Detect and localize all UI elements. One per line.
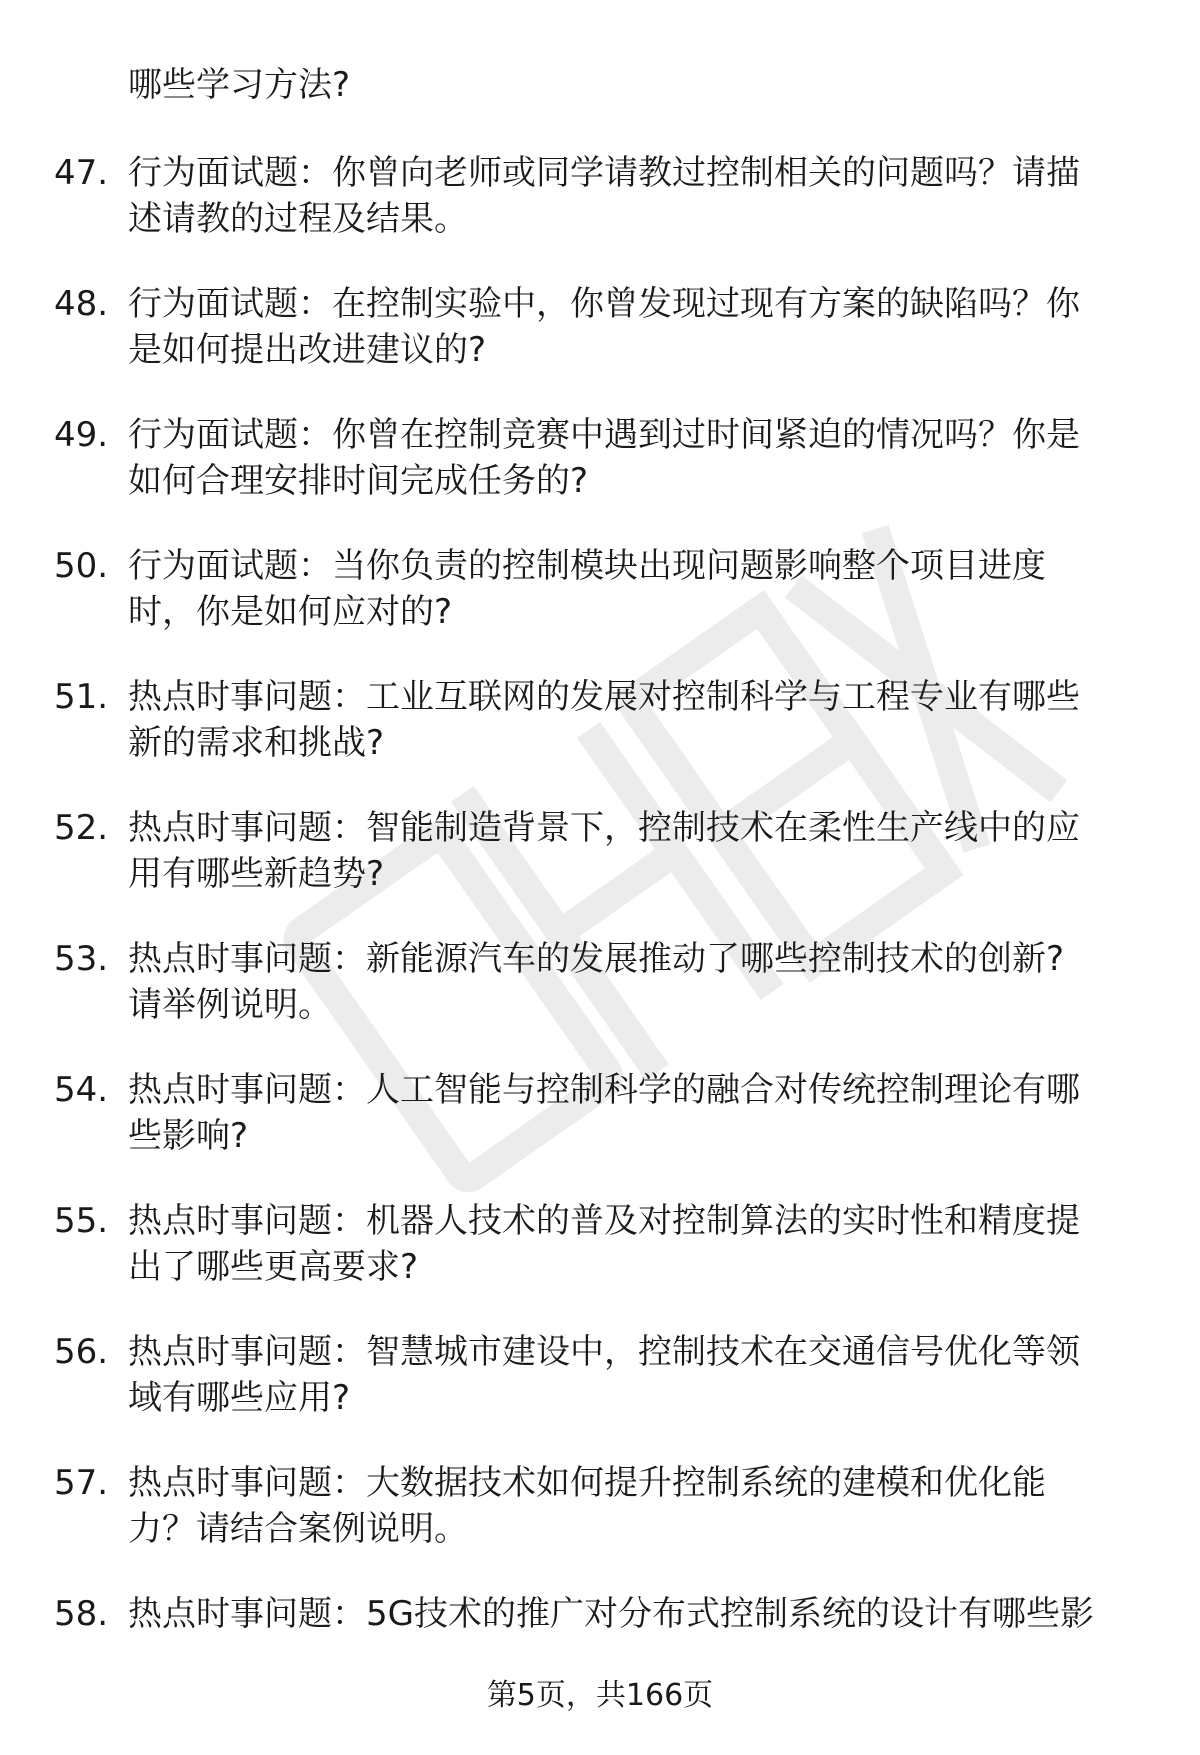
question-text-line: 热点时事问题：大数据技术如何提升控制系统的建模和优化能 xyxy=(128,1463,1046,1503)
question-item xyxy=(0,1067,1200,1198)
question-text-line: 行为面试题：你曾在控制竞赛中遇到过时间紧迫的情况吗？你是 xyxy=(128,415,1080,455)
question-number: 56. xyxy=(54,1332,109,1372)
question-text-line: 热点时事问题：智能制造背景下，控制技术在柔性生产线中的应 xyxy=(128,808,1080,848)
question-text xyxy=(128,674,1143,766)
question-number: 49. xyxy=(54,415,109,455)
question-text-line: 行为面试题：当你负责的控制模块出现问题影响整个项目进度 xyxy=(128,546,1046,586)
question-number: 47. xyxy=(54,153,109,193)
question-list xyxy=(0,150,1200,1722)
question-text-line: 热点时事问题：工业互联网的发展对控制科学与工程专业有哪些 xyxy=(128,677,1080,717)
question-text-line: 些影响? xyxy=(128,1116,249,1156)
question-text xyxy=(128,805,1143,897)
question-text xyxy=(128,1591,1143,1637)
question-number: 52. xyxy=(54,808,109,848)
question-item xyxy=(0,1329,1200,1460)
continuation-text: 哪些学习方法? xyxy=(128,65,351,105)
question-item xyxy=(0,805,1200,936)
question-item xyxy=(0,412,1200,543)
question-item xyxy=(0,1198,1200,1329)
question-text-line: 用有哪些新趋势? xyxy=(128,854,385,894)
question-text-line: 热点时事问题：机器人技术的普及对控制算法的实时性和精度提 xyxy=(128,1201,1080,1241)
question-text-line: 时，你是如何应对的? xyxy=(128,592,453,632)
question-text-line: 如何合理安排时间完成任务的? xyxy=(128,461,589,501)
question-text-line: 热点时事问题：人工智能与控制科学的融合对传统控制理论有哪 xyxy=(128,1070,1080,1110)
question-text xyxy=(128,936,1143,1028)
question-text-line: 热点时事问题：5G技术的推广对分布式控制系统的设计有哪些影 xyxy=(128,1594,1094,1634)
question-text-line: 热点时事问题：智慧城市建设中，控制技术在交通信号优化等领 xyxy=(128,1332,1080,1372)
question-text xyxy=(128,1067,1143,1159)
question-text-line: 行为面试题：在控制实验中，你曾发现过现有方案的缺陷吗？你 xyxy=(128,284,1080,324)
question-number: 55. xyxy=(54,1201,109,1241)
question-text xyxy=(128,1329,1143,1421)
question-item xyxy=(0,674,1200,805)
question-text xyxy=(128,150,1143,242)
question-number: 54. xyxy=(54,1070,109,1110)
question-number: 48. xyxy=(54,284,109,324)
question-text-line: 请举例说明。 xyxy=(128,985,332,1025)
question-text xyxy=(128,1460,1143,1552)
question-number: 58. xyxy=(54,1594,109,1634)
question-item xyxy=(0,936,1200,1067)
question-number: 51. xyxy=(54,677,109,717)
question-item xyxy=(0,281,1200,412)
question-text xyxy=(128,1198,1143,1290)
question-number: 57. xyxy=(54,1463,109,1503)
question-item xyxy=(0,1460,1200,1591)
question-text-line: 述请教的过程及结果。 xyxy=(128,199,468,239)
question-text-line: 是如何提出改进建议的? xyxy=(128,330,487,370)
question-number: 53. xyxy=(54,939,109,979)
question-text-line: 域有哪些应用? xyxy=(128,1378,351,1418)
question-text xyxy=(128,412,1143,504)
page-footer: 第5页，共166页 xyxy=(486,1678,714,1713)
question-text-line: 热点时事问题：新能源汽车的发展推动了哪些控制技术的创新? xyxy=(128,939,1065,979)
question-item xyxy=(0,150,1200,281)
question-text-line: 出了哪些更高要求? xyxy=(128,1247,419,1287)
question-number: 50. xyxy=(54,546,109,586)
question-text xyxy=(128,281,1143,373)
question-text xyxy=(128,543,1143,635)
question-item xyxy=(0,543,1200,674)
question-text-line: 新的需求和挑战? xyxy=(128,723,385,763)
question-text-line: 力？请结合案例说明。 xyxy=(128,1509,468,1549)
question-text-line: 行为面试题：你曾向老师或同学请教过控制相关的问题吗？请描 xyxy=(128,153,1080,193)
